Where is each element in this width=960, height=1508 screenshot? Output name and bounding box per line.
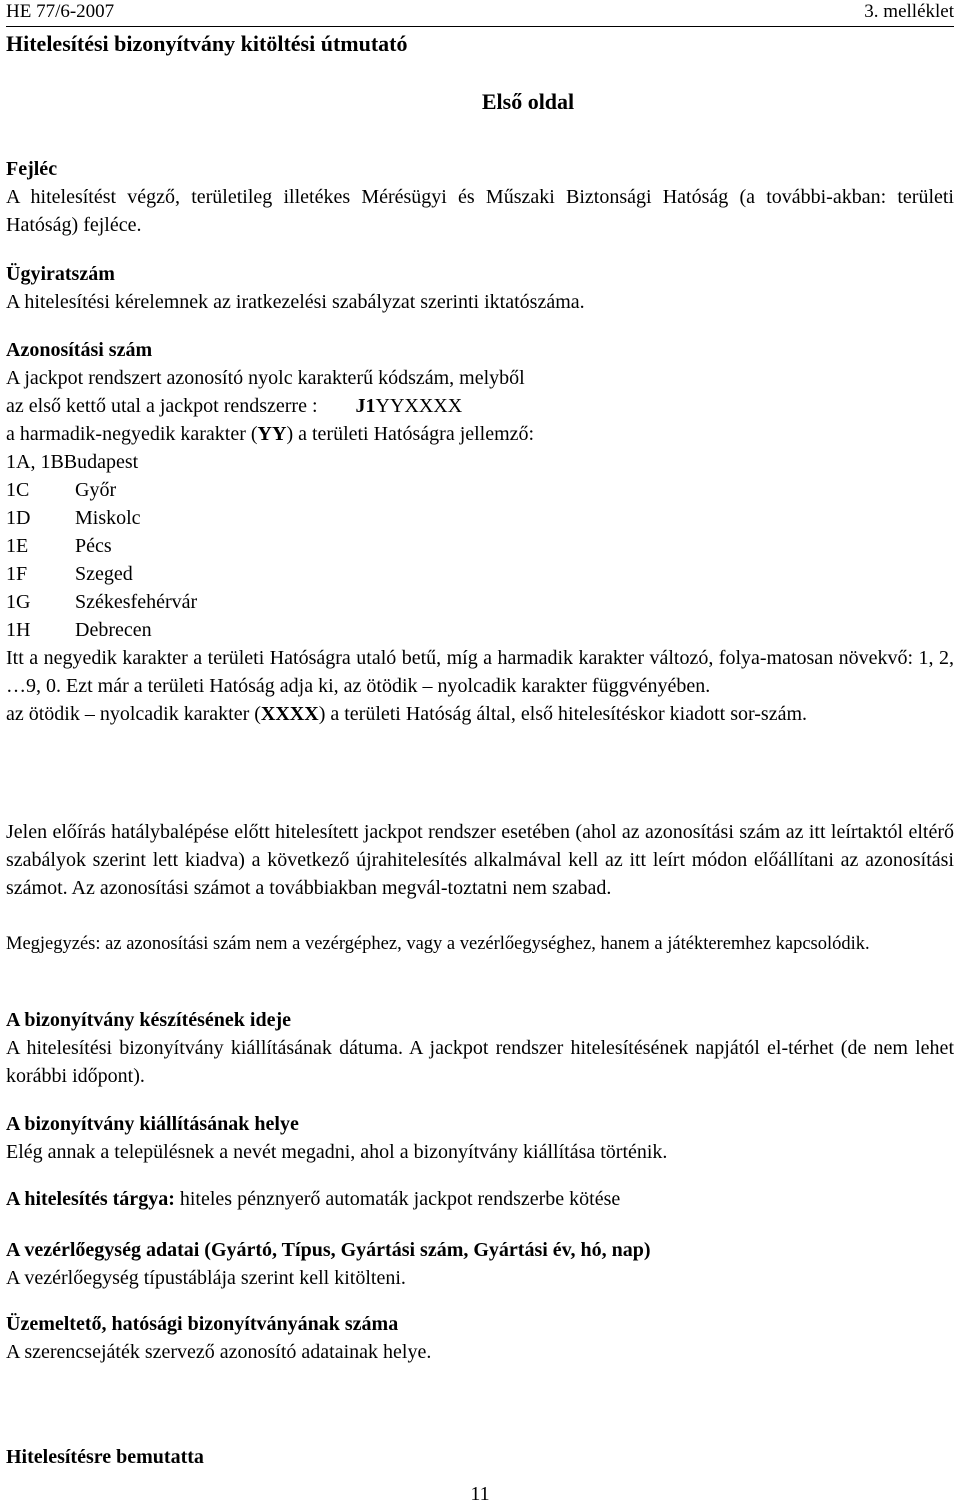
document-title: Hitelesítési bizonyítvány kitöltési útmutató <box>6 31 408 56</box>
azonositasi-line2 <box>6 392 954 420</box>
section-heading: Fejléc <box>6 158 58 180</box>
section-text: A hitelesítési bizonyítvány kiállításának dátuma. A jackpot rendszer hitelesítésének napjától el-térhet (de nem lehet korábbi időpont). <box>6 1037 954 1087</box>
section-helye <box>6 1110 954 1166</box>
para2-xxxx: XXXX <box>260 703 319 725</box>
code-prefix: J1 <box>355 395 376 417</box>
section-fejlec <box>6 155 954 239</box>
section-text: A hitelesítési kérelemnek az iratkezelési szabályzat szerinti iktatószáma. <box>6 291 585 313</box>
list-item <box>6 588 954 616</box>
city-name: Miskolc <box>75 507 141 529</box>
city-code: 1G <box>6 591 31 613</box>
page-number: 11 <box>470 1483 490 1505</box>
city-name: Pécs <box>75 535 112 557</box>
city-list <box>6 448 954 644</box>
section-uzemelteto <box>6 1310 954 1366</box>
city-code: 1F <box>6 563 28 585</box>
line3-a: a harmadik-negyedik karakter ( <box>6 423 258 445</box>
header-doc-id: HE 77/6-2007 <box>6 1 115 22</box>
azonositasi-line1: A jackpot rendszert azonosító nyolc karakterű kódszám, melyből <box>6 367 525 389</box>
city-name: Debrecen <box>75 619 152 641</box>
azonositasi-para2 <box>6 700 954 728</box>
page-subtitle: Első oldal <box>481 89 575 114</box>
azonositasi-line3 <box>6 420 954 448</box>
list-item <box>6 476 954 504</box>
section-heading: Ügyiratszám <box>6 263 115 285</box>
section-heading: A bizonyítvány készítésének ideje <box>6 1009 291 1031</box>
line3-yy: YY <box>257 423 287 445</box>
header-annex: 3. melléklet <box>864 1 954 22</box>
azonositasi-para1: Itt a negyedik karakter a területi Hatóságra utaló betű, míg a harmadik karakter változó, folya-matosan növekvő: 1, 2, …9, 0. Ezt már a területi Hatóság adja ki, az ötödik – nyolcadik karakter függvényében. <box>6 647 954 697</box>
section-text: hiteles pénznyerő automaták jackpot rendszerbe kötése <box>174 1188 621 1210</box>
section-vezerlo <box>6 1236 954 1292</box>
section-ugyiratszam <box>6 260 954 316</box>
code-rest: YYXXXX <box>375 395 463 417</box>
city-name: Székesfehérvár <box>75 591 198 613</box>
para2-a: az ötödik – nyolcadik karakter ( <box>6 703 261 725</box>
section-heading: Üzemeltető, hatósági bizonyítványának száma <box>6 1313 399 1335</box>
city-code: 1H <box>6 619 31 641</box>
page-header <box>6 0 954 27</box>
city-name: Győr <box>75 479 117 501</box>
list-item <box>6 504 954 532</box>
section-text: A hitelesítést végző, területileg illetékes Mérésügyi és Műszaki Biztonsági Hatóság (a további-akban: területi Hatóság) fejléce. <box>6 186 954 236</box>
section-heading: A hitelesítés tárgya: <box>6 1188 175 1210</box>
list-item <box>6 616 954 644</box>
line3-c: ) a területi Hatóságra jellemző: <box>286 423 535 445</box>
section-heading: A vezérlőegység adatai (Gyártó, Típus, Gyártási szám, Gyártási év, hó, nap) <box>6 1239 651 1261</box>
section-targya <box>6 1185 954 1213</box>
section-bemutatta <box>6 1443 954 1471</box>
list-item <box>6 448 954 476</box>
section-ideje <box>6 1006 954 1090</box>
city-code: 1E <box>6 535 29 557</box>
jelen-paragraph: Jelen előírás hatálybalépése előtt hitelesített jackpot rendszer esetében (ahol az azonosítási szám az itt leírtaktól eltérő szabályok szerint lett kiadva) a következő újrahitelesítés alkalmával kell az itt leírt módon előállítani az azonosítási számot. Az azonosítási számot a továbbiakban megvál-toztatni nem szabad. <box>6 821 954 899</box>
list-item <box>6 560 954 588</box>
city-code: 1A, 1B <box>6 451 64 473</box>
line2-text: az első kettő utal a jackpot rendszerre : <box>6 395 318 417</box>
section-text: A szerencsejáték szervező azonosító adatainak helye. <box>6 1341 432 1363</box>
section-text: Elég annak a településnek a nevét megadni, ahol a bizonyítvány kiállítása történik. <box>6 1141 668 1163</box>
para2-c: ) a területi Hatóság által, első hitelesítéskor kiadott sor-szám. <box>318 703 808 725</box>
section-text: A vezérlőegység típustáblája szerint kell kitölteni. <box>6 1267 406 1289</box>
list-item <box>6 532 954 560</box>
section-heading: Azonosítási szám <box>6 339 153 361</box>
code-format <box>356 395 463 417</box>
city-code: 1C <box>6 479 30 501</box>
city-name: Budapest <box>63 451 139 473</box>
megjegyzes-note: Megjegyzés: az azonosítási szám nem a vezérgéphez, vagy a vezérlőegységhez, hanem a játékteremhez kapcsolódik. <box>6 934 870 954</box>
section-heading: A bizonyítvány kiállításának helye <box>6 1113 299 1135</box>
city-name: Szeged <box>75 563 133 585</box>
section-azonositasi <box>6 336 954 728</box>
city-code: 1D <box>6 507 31 529</box>
section-heading: Hitelesítésre bemutatta <box>6 1446 204 1468</box>
